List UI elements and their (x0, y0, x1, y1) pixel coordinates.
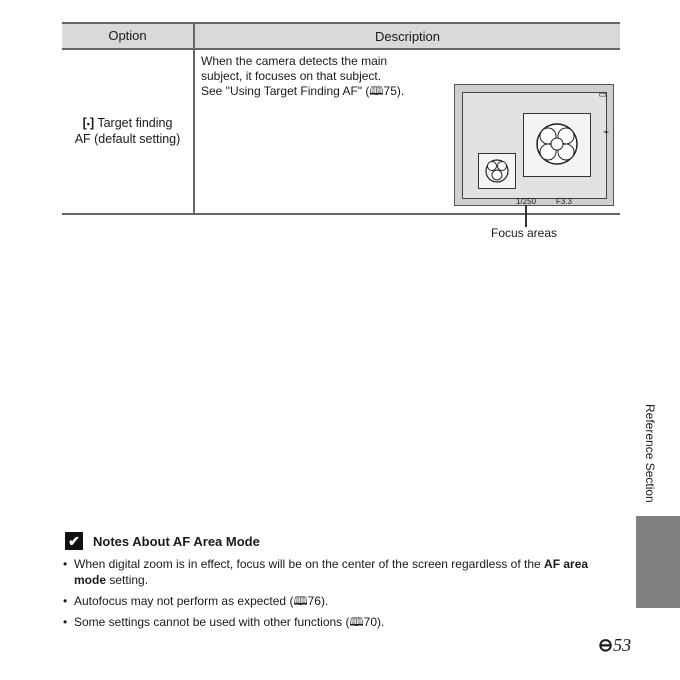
callout-line (525, 205, 527, 227)
screen-frame (462, 92, 607, 206)
option-cell (62, 50, 195, 213)
battery-icon: ▭ (598, 89, 607, 99)
focus-area-main (523, 113, 591, 177)
header-description: Description (374, 28, 441, 44)
flower-icon (479, 154, 515, 188)
desc-line-3-end: 75). (383, 84, 405, 98)
description-cell (195, 50, 620, 240)
notes-heading (65, 532, 622, 550)
reference-icon: ⊖ (598, 635, 614, 655)
book-icon: 🕮 (369, 84, 384, 98)
section-tab-label: Reference Section (643, 404, 657, 503)
camera-screen-illustration (454, 84, 614, 206)
option-label-line2: AF (default setting) (74, 132, 181, 146)
notes-list (62, 556, 622, 630)
book-icon: 🕮 (349, 615, 364, 629)
desc-line-3: See "Using Target Finding AF" ( (201, 84, 370, 98)
af-area-mode-table (62, 22, 620, 240)
table-header (62, 22, 620, 50)
desc-line-2: subject, it focuses on that subject. (201, 69, 382, 83)
list-item: • When digital zoom is in effect, focus will be on the center of the screen regardless of the AF area mode setting. (62, 556, 622, 588)
book-icon: 🕮 (293, 594, 308, 608)
flower-icon (524, 114, 590, 176)
header-option: Option (62, 24, 195, 48)
focus-area-secondary (478, 153, 516, 189)
list-item: • Some settings cannot be used with other functions (🕮70). (62, 614, 622, 630)
af-area-mode-term: AF area mode (74, 557, 589, 587)
shutter-speed-readout: 1/250 (516, 197, 537, 206)
aperture-readout: F3.3 (556, 197, 573, 206)
notes-title: Notes About AF Area Mode (93, 533, 260, 549)
check-icon: ✔ (65, 532, 83, 550)
focus-areas-label: Focus areas (491, 226, 558, 240)
option-label-line1: Target finding (94, 116, 173, 130)
flash-icon: ⌁ (602, 127, 609, 138)
target-finding-icon: [▪] (82, 116, 95, 130)
description-text (201, 54, 441, 99)
notes-section (62, 532, 622, 635)
section-tab-marker (636, 516, 680, 608)
desc-line-1: When the camera detects the main (201, 54, 388, 68)
page-number: ⊖53 (598, 635, 632, 655)
table-row (62, 50, 620, 240)
list-item: • Autofocus may not perform as expected (🕮76). (62, 593, 622, 609)
